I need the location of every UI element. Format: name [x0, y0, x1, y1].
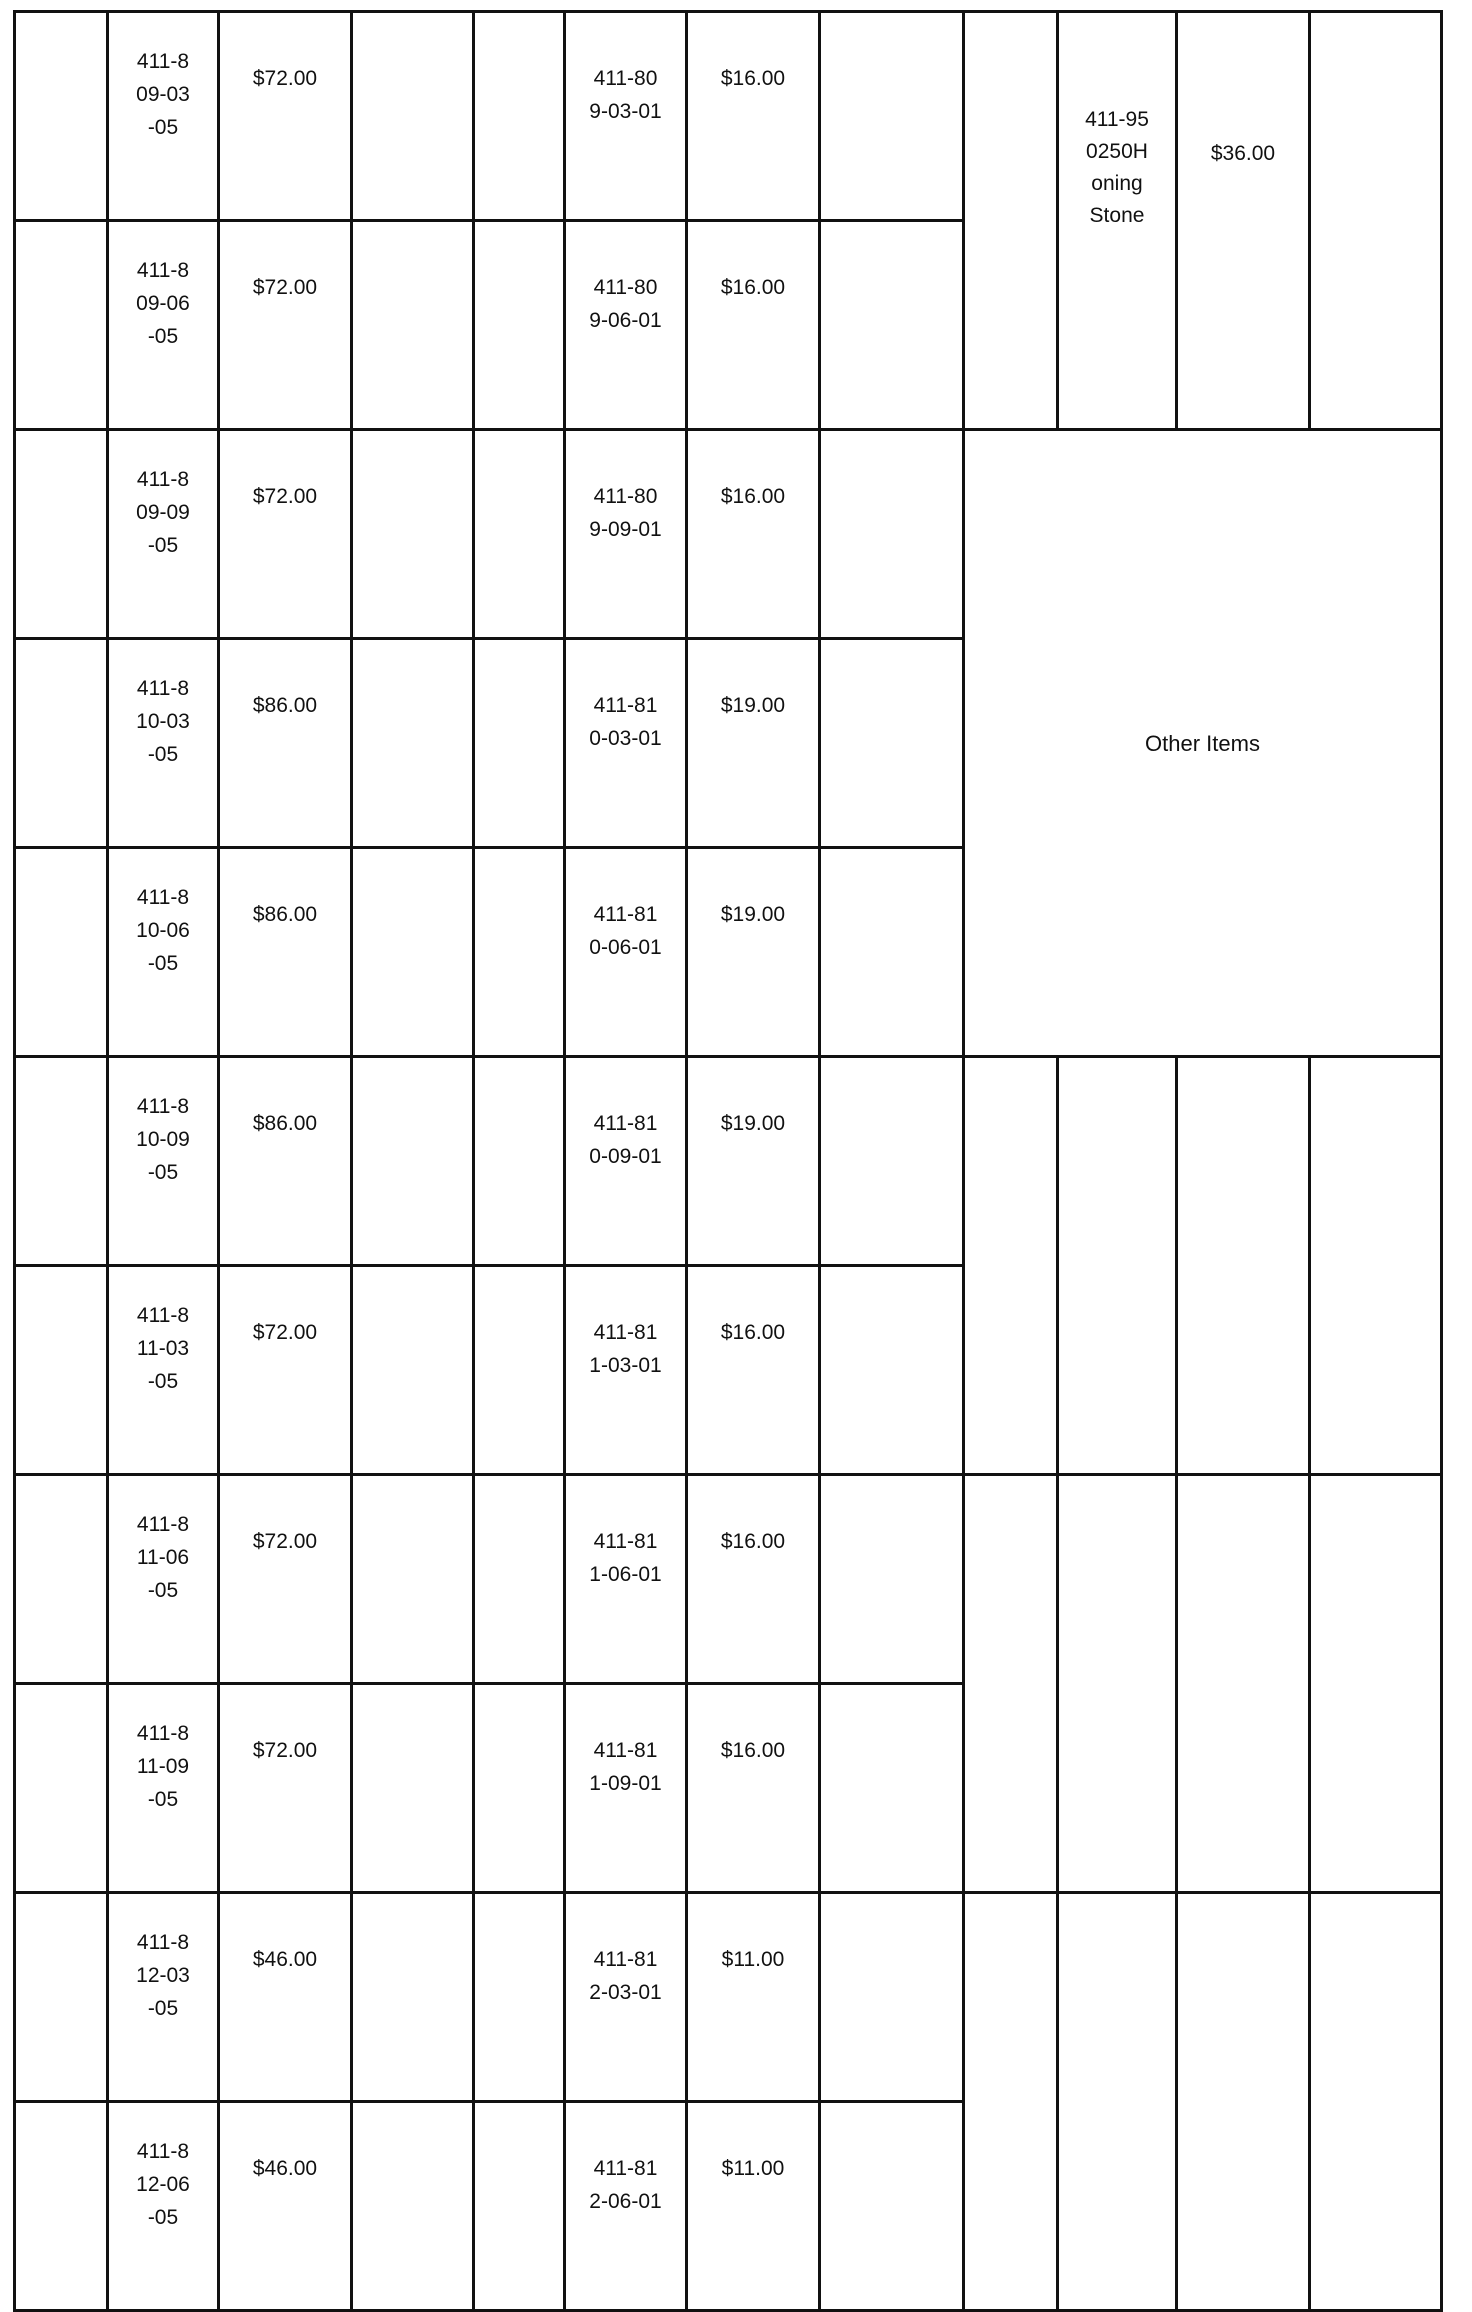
blank-cell — [964, 1057, 1058, 1475]
blank-cell — [352, 1893, 474, 2102]
sku-line: 411-8 — [136, 1931, 190, 1954]
blank-cell — [1058, 1475, 1177, 1893]
sku-line: 2-06-01 — [589, 2190, 662, 2213]
sku-line: 1-09-01 — [589, 1772, 662, 1795]
blade-sku-cell — [108, 1266, 219, 1475]
blank-cell — [1310, 1893, 1442, 2311]
blade-sku-cell — [108, 848, 219, 1057]
blank-cell — [820, 1266, 964, 1475]
sku-line: 411-81 — [593, 694, 658, 717]
table-row — [15, 1893, 1442, 2102]
sku-line: -05 — [147, 1370, 179, 1393]
blade-sku-cell — [108, 12, 219, 221]
blank-cell — [820, 1893, 964, 2102]
blank-cell — [15, 1057, 108, 1266]
sku-line: -05 — [147, 325, 179, 348]
sku-line: 411-8 — [136, 50, 190, 73]
blank-cell — [474, 12, 565, 221]
sku-line: 11-06 — [136, 1546, 190, 1569]
blank-cell — [352, 848, 474, 1057]
table-row — [15, 1057, 1442, 1266]
blank-cell — [352, 1684, 474, 1893]
blank-cell — [352, 639, 474, 848]
blank-cell — [820, 221, 964, 430]
blank-cell — [820, 1475, 964, 1684]
blade-sku-cell — [108, 1475, 219, 1684]
blank-cell — [474, 1266, 565, 1475]
blank-cell — [15, 2102, 108, 2311]
sku-line: 11-09 — [136, 1755, 190, 1778]
insert-sku-cell — [565, 639, 687, 848]
blank-cell — [474, 2102, 565, 2311]
blank-cell — [820, 1057, 964, 1266]
insert-sku-cell — [565, 1057, 687, 1266]
sku-line: 0-06-01 — [589, 936, 662, 959]
blank-cell — [474, 848, 565, 1057]
blank-cell — [1310, 12, 1442, 430]
blank-cell — [820, 848, 964, 1057]
honing-stone-sku-cell — [1058, 12, 1177, 430]
blank-cell — [474, 1057, 565, 1266]
blank-cell — [820, 12, 964, 221]
insert-price-cell: $11.00 — [687, 1893, 820, 2102]
insert-sku-cell — [565, 1684, 687, 1893]
blade-price-cell: $72.00 — [219, 221, 352, 430]
sku-line: 411-8 — [136, 677, 190, 700]
sku-line: 12-03 — [136, 1964, 190, 1987]
blank-cell — [820, 1684, 964, 1893]
insert-price-cell: $19.00 — [687, 848, 820, 1057]
insert-price-cell: $16.00 — [687, 1266, 820, 1475]
blank-cell — [474, 639, 565, 848]
sku-line: -05 — [147, 1161, 179, 1184]
sku-line: -05 — [147, 2206, 179, 2229]
sku-line: 411-8 — [136, 2140, 190, 2163]
blade-price-cell: $72.00 — [219, 430, 352, 639]
blank-cell — [15, 430, 108, 639]
blank-cell — [820, 430, 964, 639]
blank-cell — [1177, 1475, 1310, 1893]
insert-sku-cell — [565, 1893, 687, 2102]
sku-line: 411-80 — [593, 485, 658, 508]
sku-line: -05 — [147, 1997, 179, 2020]
sku-line: 411-8 — [136, 1722, 190, 1745]
blank-cell — [474, 1475, 565, 1684]
sku-line: -05 — [147, 116, 179, 139]
sku-line: 411-81 — [593, 1530, 658, 1553]
price-list-body — [15, 12, 1442, 2311]
blank-cell — [352, 221, 474, 430]
table-row — [15, 430, 1442, 639]
sku-line: 411-8 — [136, 468, 190, 491]
blade-price-cell: $86.00 — [219, 639, 352, 848]
price-list-table — [13, 10, 1443, 2312]
sku-line: 411-80 — [593, 276, 658, 299]
blank-cell — [1310, 1057, 1442, 1475]
blank-cell — [352, 2102, 474, 2311]
blank-cell — [15, 221, 108, 430]
insert-price-cell: $19.00 — [687, 639, 820, 848]
sku-line: 411-8 — [136, 1095, 190, 1118]
blank-cell — [820, 2102, 964, 2311]
blank-cell — [474, 1684, 565, 1893]
blank-cell — [474, 1893, 565, 2102]
blank-cell — [1058, 1057, 1177, 1475]
blank-cell — [15, 1475, 108, 1684]
sku-line: 411-81 — [593, 2157, 658, 2180]
insert-sku-cell — [565, 221, 687, 430]
sku-line: 411-8 — [136, 1304, 190, 1327]
blade-price-cell: $72.00 — [219, 12, 352, 221]
insert-sku-cell — [565, 848, 687, 1057]
sku-line: -05 — [147, 952, 179, 975]
blank-cell — [15, 1893, 108, 2102]
sku-line: 411-80 — [593, 67, 658, 90]
blade-sku-cell — [108, 1057, 219, 1266]
sku-line: 11-03 — [136, 1337, 190, 1360]
insert-sku-cell — [565, 12, 687, 221]
blank-cell — [1177, 1893, 1310, 2311]
insert-price-cell: $16.00 — [687, 1684, 820, 1893]
blank-cell — [15, 1266, 108, 1475]
blade-price-cell: $86.00 — [219, 1057, 352, 1266]
blade-sku-cell — [108, 1893, 219, 2102]
blade-sku-cell — [108, 2102, 219, 2311]
honing-stone-price-cell: $36.00 — [1177, 12, 1310, 430]
sku-line: oning — [1091, 172, 1143, 195]
sku-line: 9-06-01 — [589, 309, 662, 332]
blank-cell — [15, 1684, 108, 1893]
blade-price-cell: $72.00 — [219, 1266, 352, 1475]
insert-sku-cell — [565, 1475, 687, 1684]
sku-line: 411-81 — [593, 1948, 658, 1971]
blade-price-cell: $86.00 — [219, 848, 352, 1057]
blade-sku-cell — [108, 639, 219, 848]
sku-line: 09-09 — [136, 501, 190, 524]
sku-line: -05 — [147, 534, 179, 557]
blank-cell — [474, 430, 565, 639]
sku-line: 411-81 — [593, 1321, 658, 1344]
insert-price-cell: $19.00 — [687, 1057, 820, 1266]
insert-sku-cell — [565, 1266, 687, 1475]
sku-line: Stone — [1089, 204, 1145, 227]
other-items-label: Other Items — [964, 430, 1442, 1057]
blank-cell — [352, 1266, 474, 1475]
blank-cell — [352, 12, 474, 221]
sku-line: -05 — [147, 1579, 179, 1602]
blank-cell — [964, 12, 1058, 430]
sku-line: 0-09-01 — [589, 1145, 662, 1168]
blank-cell — [964, 1893, 1058, 2311]
sku-line: 1-03-01 — [589, 1354, 662, 1377]
insert-price-cell: $16.00 — [687, 1475, 820, 1684]
insert-price-cell: $16.00 — [687, 221, 820, 430]
sku-line: 10-09 — [136, 1128, 190, 1151]
sku-line: 1-06-01 — [589, 1563, 662, 1586]
sku-line: 12-06 — [136, 2173, 190, 2196]
sku-line: 9-03-01 — [589, 100, 662, 123]
sku-line: 09-03 — [136, 83, 190, 106]
sku-line: 411-95 — [1085, 108, 1149, 131]
blank-cell — [1310, 1475, 1442, 1893]
blade-price-cell: $46.00 — [219, 2102, 352, 2311]
blank-cell — [352, 1057, 474, 1266]
blank-cell — [15, 848, 108, 1057]
blank-cell — [352, 430, 474, 639]
sku-line: 411-8 — [136, 1513, 190, 1536]
blank-cell — [15, 639, 108, 848]
blade-price-cell: $72.00 — [219, 1684, 352, 1893]
sku-line: 10-06 — [136, 919, 190, 942]
sku-line: 2-03-01 — [589, 1981, 662, 2004]
sku-line: -05 — [147, 743, 179, 766]
table-row — [15, 12, 1442, 221]
insert-price-cell: $16.00 — [687, 430, 820, 639]
sku-line: 10-03 — [136, 710, 190, 733]
blank-cell — [474, 221, 565, 430]
blade-price-cell: $72.00 — [219, 1475, 352, 1684]
blank-cell — [1058, 1893, 1177, 2311]
sku-line: 09-06 — [136, 292, 190, 315]
blade-sku-cell — [108, 430, 219, 639]
blank-cell — [1177, 1057, 1310, 1475]
blade-price-cell: $46.00 — [219, 1893, 352, 2102]
blade-sku-cell — [108, 221, 219, 430]
sku-line: 0-03-01 — [589, 727, 662, 750]
insert-sku-cell — [565, 430, 687, 639]
blade-sku-cell — [108, 1684, 219, 1893]
sku-line: 411-81 — [593, 1739, 658, 1762]
blank-cell — [964, 1475, 1058, 1893]
insert-price-cell: $11.00 — [687, 2102, 820, 2311]
sku-line: 9-09-01 — [589, 518, 662, 541]
sku-line: 411-81 — [593, 1112, 658, 1135]
insert-sku-cell — [565, 2102, 687, 2311]
sku-line: 411-8 — [136, 259, 190, 282]
blank-cell — [820, 639, 964, 848]
sku-line: 411-81 — [593, 903, 658, 926]
insert-price-cell: $16.00 — [687, 12, 820, 221]
table-row — [15, 1475, 1442, 1684]
blank-cell — [15, 12, 108, 221]
sku-line: 0250H — [1086, 140, 1148, 163]
sku-line: 411-8 — [136, 886, 190, 909]
blank-cell — [352, 1475, 474, 1684]
sku-line: -05 — [147, 1788, 179, 1811]
